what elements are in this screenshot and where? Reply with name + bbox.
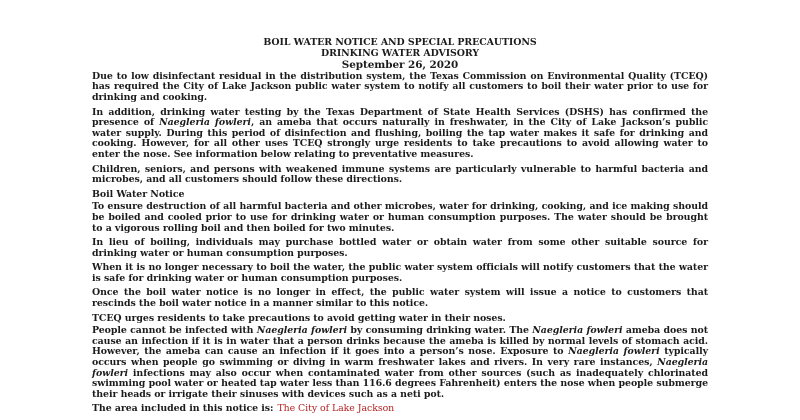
heading-tceq-precautions: TCEQ urges residents to take precautions to avoid getting water in their noses. [92,312,506,324]
text-segment: In addition, drinking water testing by the Texas Department of State Health Services (DSHS) has confirmed the presence of [92,106,708,129]
paragraph-boil-instructions: To ensure destruction of all harmful bacteria and other microbes, water for drinking, cooking, and ice making should be boiled and cooled prior to use for drinking water or human consumption purposes. The water should be brought to a vigorous rolling boil and then boiled for two minutes. [92,201,708,234]
area-value: The City of Lake Jackson [277,403,395,415]
title-line-1: BOIL WATER NOTICE AND SPECIAL PRECAUTIONS [263,37,537,48]
text-segment: , an ameba that occurs naturally in freshwater, in the City of Lake Jackson’s public water supply. During this period of disinfection and flushing, boiling the tap water makes it safe for drinking and cooking. However, for all other uses TCEQ strongly urge residents to take precautions to avoid allowing water to enter the nose. See information below relating to preventative measures. [92,117,709,160]
paragraph-dshs-testing [92,108,708,161]
paragraph-bottled-water: In lieu of boiling, individuals may purchase bottled water or obtain water from some other suitable source for drinking water or human consumption purposes. [92,237,708,259]
species-name: Naegleria fowleri [532,325,623,337]
heading-boil-water-notice: Boil Water Notice [92,188,185,200]
species-name: Naegleria fowleri [568,346,660,358]
title-line-2: DRINKING WATER ADVISORY [321,47,479,59]
paragraph-naegleria-info [92,326,708,400]
area-label: The area included in this notice is: [92,403,274,415]
species-name: Naegleria fowleri [159,117,251,129]
text-segment: by consuming drinking water. The [347,325,533,337]
notice-area-line [92,404,708,415]
text-segment: infections may also occur when contaminated water from other sources (such as inadequately chlorinated swimming pool water or heated tap water less than 116.6 degrees Fahrenheit) enters the nose when people submerge their heads or irrigate their sinuses with devices such as a neti pot. [92,367,708,400]
notice-date: September 26, 2020 [341,59,459,72]
text-segment: typically occurs when people go swimming or diving in warm freshwater lakes and rivers. In very rare instances, [92,346,708,369]
paragraph-rescind-notice: Once the boil water notice is no longer in effect, the public water system will issue a notice to customers that rescinds the boil water notice in a manner similar to this notice. [92,287,708,310]
species-name: Naegleria fowleri [92,357,708,379]
species-name: Naegleria fowleri [256,325,347,337]
paragraph-no-longer-necessary: When it is no longer necessary to boil the water, the public water system officials will notify customers that the water is safe for drinking water or human consumption purposes. [92,262,708,284]
paragraph-vulnerable-groups: Children, seniors, and persons with weakened immune systems are particularly vulnerable to harmful bacteria and microbes, and all customers should follow these directions. [92,163,708,186]
text-segment: People cannot be infected with [92,325,257,337]
text-segment: ameba does not cause an infection if it is in water that a person drinks because the ameba is killed by normal levels of stomach acid. However, the ameba can cause an infection if it goes into a person’s nose. Exposure to [92,325,708,358]
boil-water-notice-document [92,38,708,415]
paragraph-low-residual: Due to low disinfectant residual in the distribution system, the Texas Commission on Environmental Quality (TCEQ) has required the City of Lake Jackson public water system to notify all customers to boil their water prior to use for drinking and cooking. [92,70,708,103]
